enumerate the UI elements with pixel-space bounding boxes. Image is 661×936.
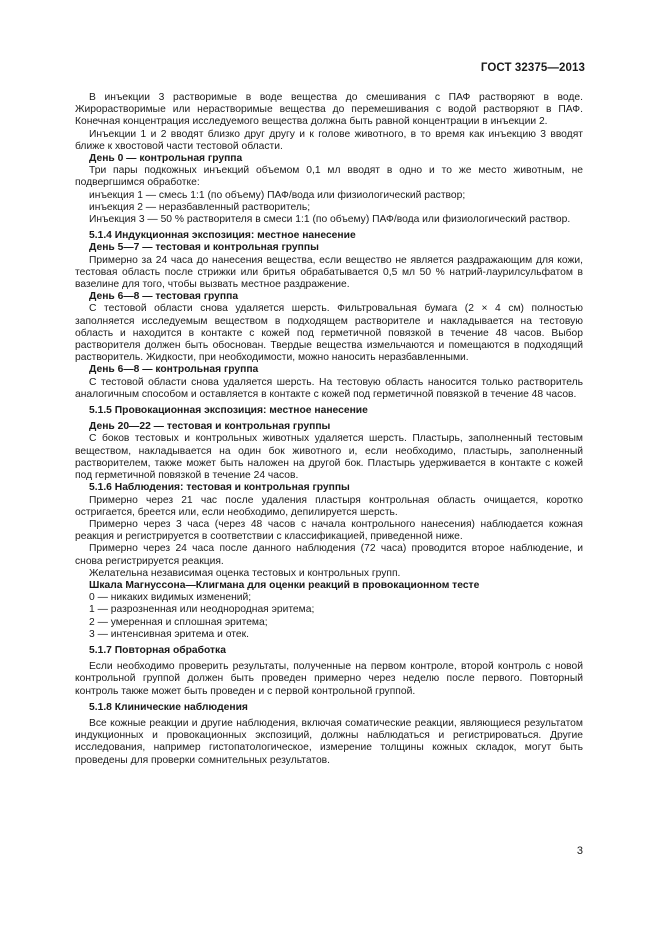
page-number: 3 [576,845,583,857]
heading-day-0-control: День 0 — контрольная группа [89,153,243,165]
section-heading-5-1-5: 5.1.5 Провокационная экспозиция: местное нанесение [89,405,368,417]
body-text [75,92,583,767]
heading-day-5-7: День 5—7 — тестовая и контрольная группы [89,242,319,254]
scale-item-2: 2 — умеренная и сплошная эритема; [89,616,268,628]
paragraph-day-6-8-test-text: С тестовой области снова удаляется шерсть. Фильтровальная бумага (2 × 4 см) полностью заполняется исследуемым веществом в подходящем растворителе и накладывается на тестовую область и находится в контакте с кожей под герметичной повязкой в течение 48 часов. Выбор растворителя должен быть обоснован. Твердые вещества измельчаются и помещаются в подходящий растворитель. Жидкости, при необходимости, можно наносить неразбавленными. [75,303,583,364]
scale-item-0: 0 — никаких видимых изменений; [89,592,252,604]
paragraph-observation-24h: Примерно через 24 часа после данного наблюдения (72 часа) проводится второе наблюдение, и снова регистрируется реакция. [75,543,583,567]
scale-item-1: 1 — разрозненная или неоднородная эритема; [89,604,315,616]
list-item-injection-3: Инъекция 3 — 50 % растворителя в смеси 1:1 (по объему) ПАФ/вода или физиологический раствор. [89,214,571,226]
heading-day-6-8-control: День 6—8 — контрольная группа [89,364,259,376]
list-item-injection-1: инъекция 1 — смесь 1:1 (по объему) ПАФ/вода или физиологический раствор; [89,189,466,201]
scale-item-3: 3 — интенсивная эритема и отек. [89,628,249,640]
paragraph-observation-3h: Примерно через 3 часа (через 48 часов с начала контрольного нанесения) наблюдается кожная реакция и регистрируется в соответствии с классификацией, приведенной ниже. [75,518,583,543]
standard-designation: ГОСТ 32375—2013 [480,62,585,74]
heading-day-6-8-test: День 6—8 — тестовая группа [89,291,239,303]
paragraph-independent-assessment: Желательна независимая оценка тестовых и контрольных групп. [89,567,401,579]
section-heading-5-1-4: 5.1.4 Индукционная экспозиция: местное нанесение [89,230,356,242]
paragraph-day-20-22-text: С боков тестовых и контрольных животных удаляется шерсть. Пластырь, заполненный тестовым веществом, накладывается на один бок животного и, если необходимо, пластырь, заполненный растворителем, также может быть наложен на другой бок. Пластырь удерживается в контакте с кожей под герметичной повязкой в течение 24 часов. [75,433,583,482]
section-heading-5-1-6: 5.1.6 Наблюдения: тестовая и контрольная группы [89,482,350,494]
paragraph-injection-placement: Инъекции 1 и 2 вводят близко друг другу и к голове животного, в то время как инъекцию 3 вводят ближе к хвостовой части тестовой области. [75,128,583,152]
heading-day-20-22: День 20—22 — тестовая и контрольная группы [89,421,331,433]
paragraph-day-6-8-control-text: С тестовой области снова удаляется шерсть. На тестовую область наносится только растворитель аналогичным способом и оставляется в контакте с кожей под герметичной повязкой в течение 48 часов. [75,376,583,400]
paragraph-repeat-treatment: Если необходимо проверить результаты, полученные на первом контроле, второй контроль с новой контрольной группой должен быть проведен примерно через неделю после первого. Повторный контроль также может быть проведен и с первой контрольной группой. [75,661,583,697]
list-item-injection-2: инъекция 2 — неразбавленный растворитель; [89,201,311,213]
section-heading-5-1-8: 5.1.8 Клинические наблюдения [89,701,248,713]
heading-magnusson-kligman-scale: Шкала Магнуссона—Клигмана для оценки реакций в провокационном тесте [89,579,480,591]
paragraph-day-5-7-text: Примерно за 24 часа до нанесения вещества, если вещество не является раздражающим для кожи, тестовая область после стрижки или бритья обрабатывается 0,5 мл 50 % натрий-лаурилсульфатом в вазелине для того, чтобы вызвать местное раздражение. [75,254,583,291]
paragraph-observation-21h: Примерно через 21 час после удаления пластыря контрольная область очищается, коротко остригается, бреется или, если необходимо, депилируется шерсть. [75,494,583,518]
paragraph-day-0-text: Три пары подкожных инъекций объемом 0,1 мл вводят в одно и то же место животным, не подвергшимся обработке: [75,165,583,189]
paragraph-injection-3: В инъекции 3 растворимые в воде вещества до смешивания с ПАФ растворяют в воде. Жирорастворимые или нерастворимые вещества до перемешивания с водой растворяют в ПАФ. Конечная концентрация исследуемого вещества должна быть равной концентрации в инъекции 2. [75,92,583,128]
section-heading-5-1-7: 5.1.7 Повторная обработка [89,644,226,656]
paragraph-clinical-observations: Все кожные реакции и другие наблюдения, включая соматические реакции, являющиеся результатом индукционных и провокационных экспозиций, должны наблюдаться и регистрироваться. Другие исследования, например гистопатологическое, измерение толщины кожных складок, могут быть проведены для проверки сомнительных результатов. [75,717,583,766]
